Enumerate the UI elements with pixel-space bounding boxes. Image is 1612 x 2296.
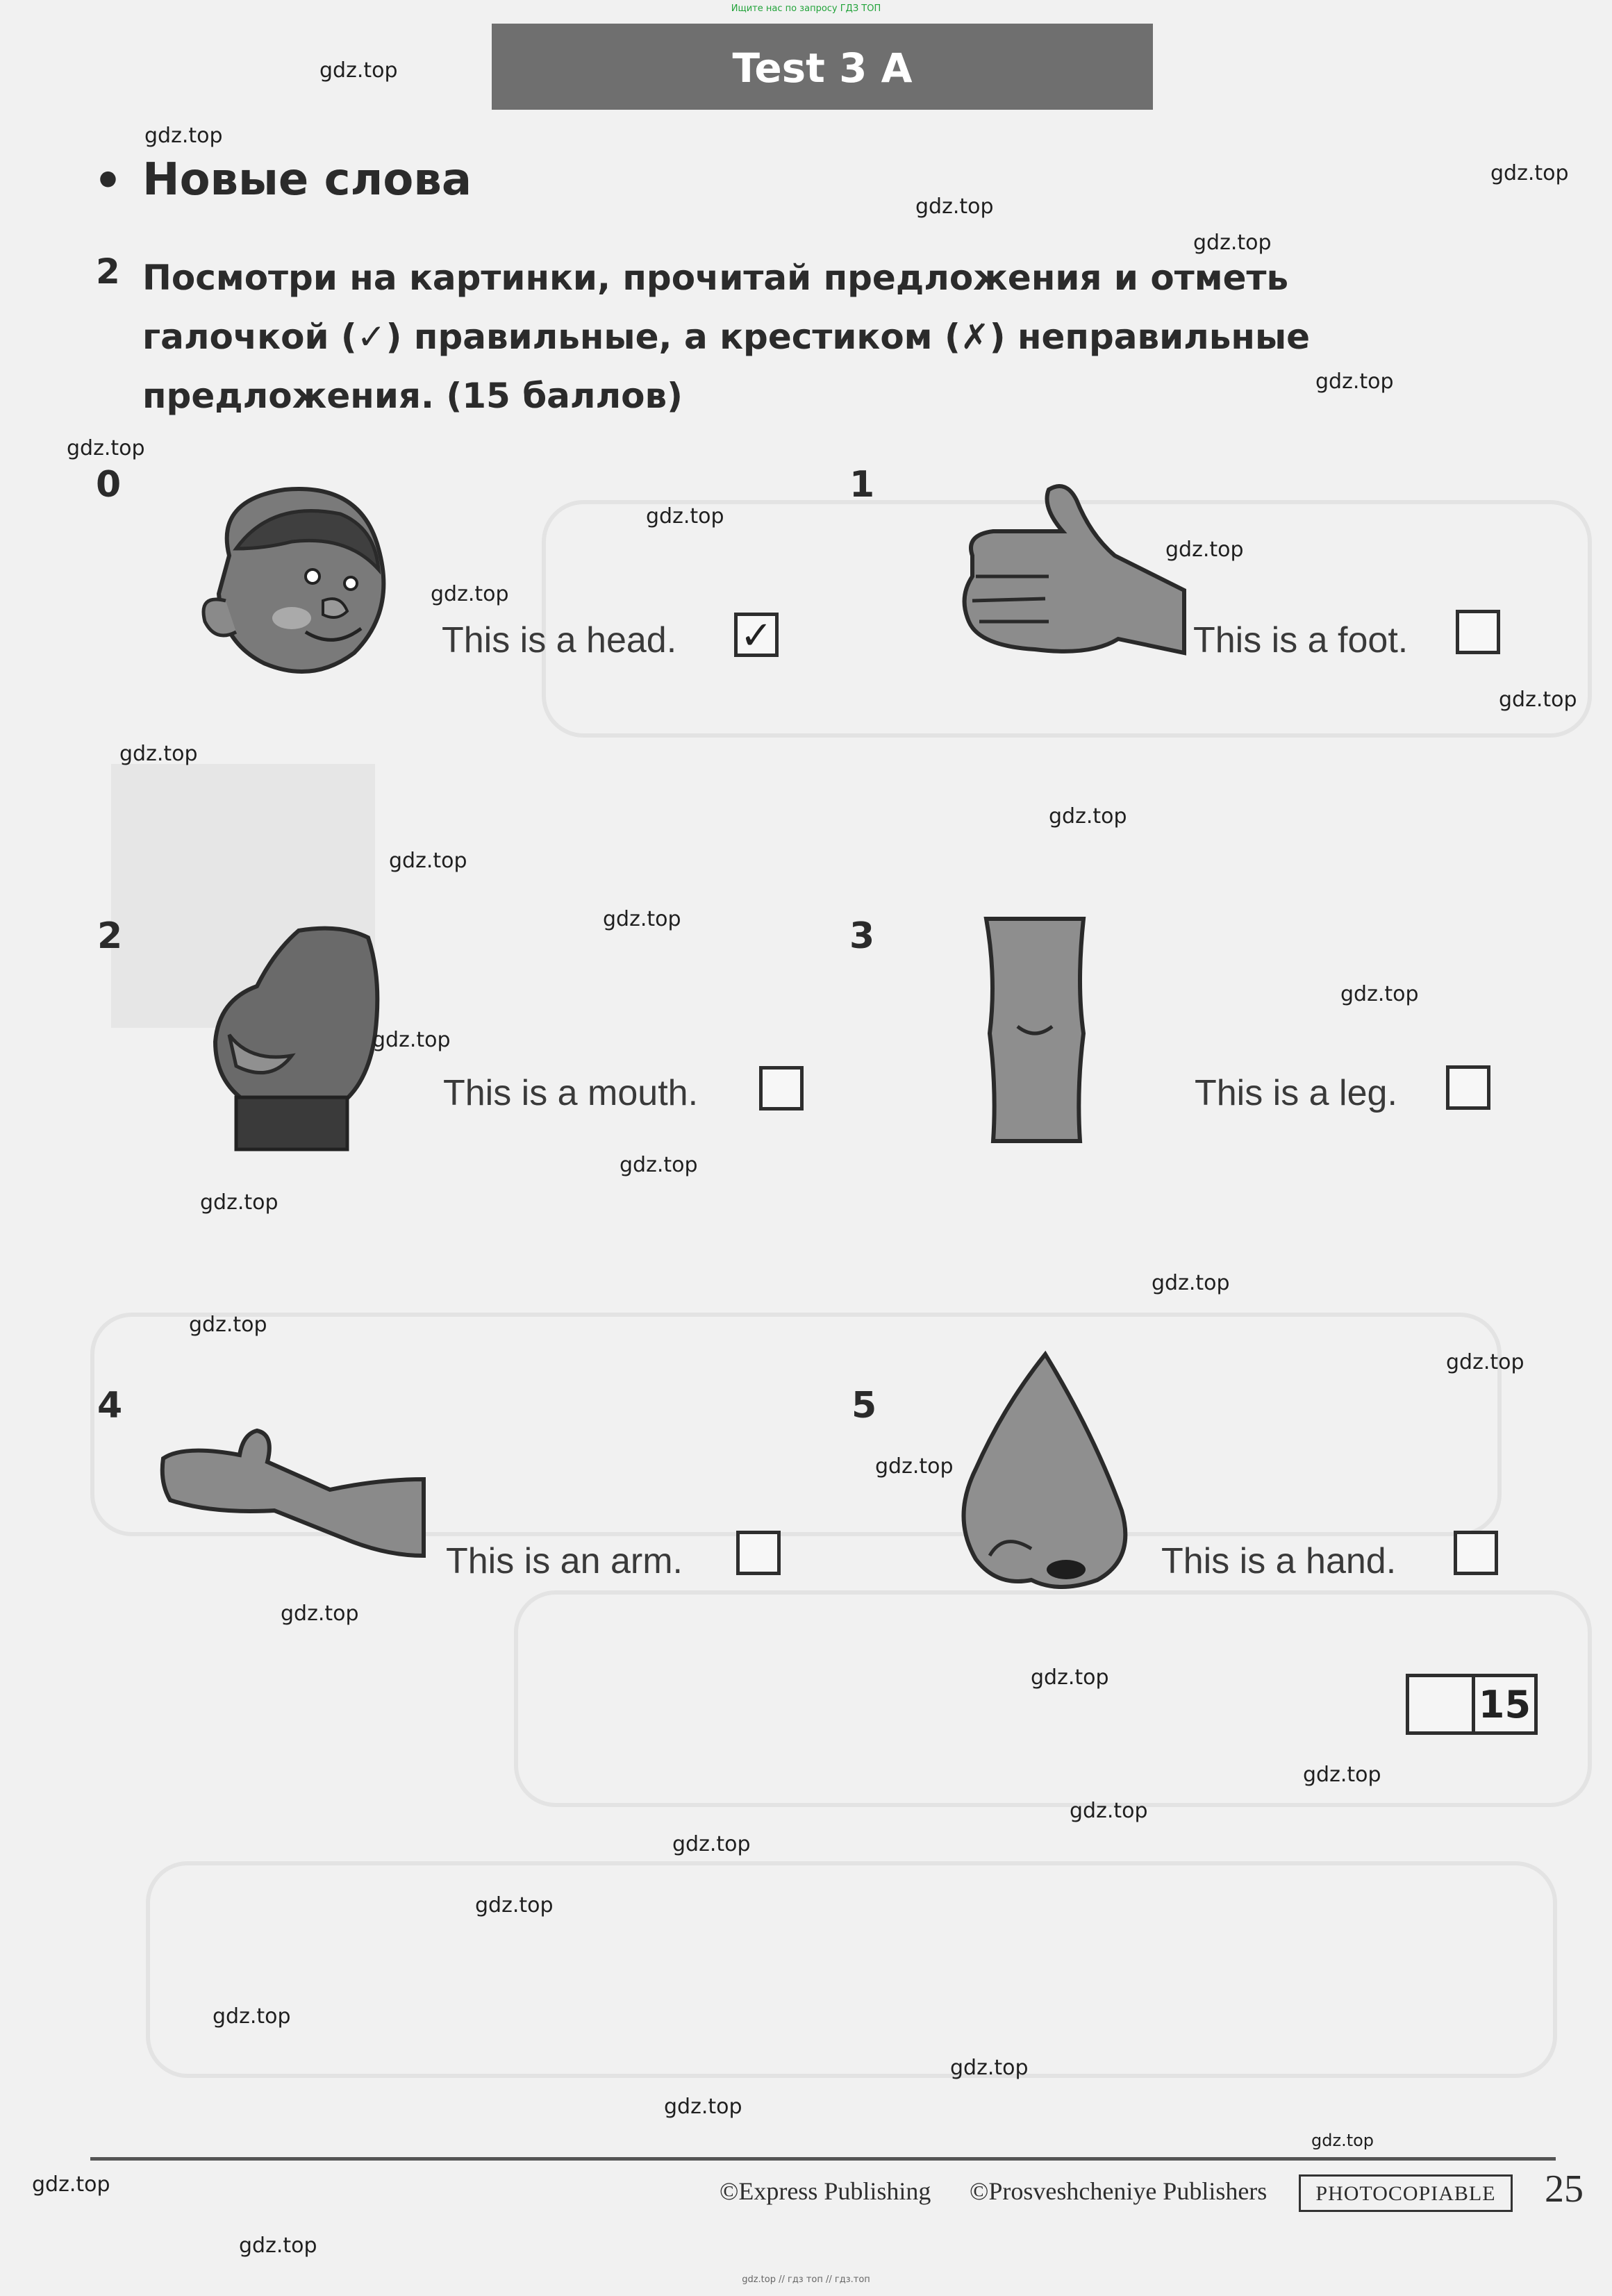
leg-picture: [979, 915, 1090, 1145]
watermark: gdz.top: [213, 2004, 291, 2029]
watermark: gdz.top: [119, 742, 198, 766]
answer-checkbox[interactable]: [736, 1531, 781, 1575]
watermark: gdz.top: [646, 504, 724, 529]
watermark: gdz.top: [372, 1028, 451, 1052]
hand-picture: [952, 479, 1184, 667]
ghost-bubble: [146, 1861, 1557, 2078]
photocopiable-label: PHOTOCOPIABLE: [1299, 2174, 1513, 2212]
watermark: gdz.top: [603, 907, 681, 931]
item-number: 4: [97, 1385, 123, 1426]
footer-divider: [90, 2157, 1556, 2161]
watermark: gdz.top: [189, 1313, 267, 1337]
publisher-prosveshcheniye: ©Prosveshcheniye Publishers: [970, 2177, 1268, 2205]
watermark: gdz.top: [67, 436, 145, 460]
answer-checkbox[interactable]: [1446, 1065, 1490, 1110]
watermark: gdz.top: [1340, 982, 1419, 1006]
item-sentence: This is a mouth.: [443, 1073, 699, 1113]
nose-picture: [948, 1351, 1136, 1622]
item-sentence: This is a foot.: [1193, 620, 1409, 660]
bottom-banner: gdz.top // гдз топ // гдз.топ: [742, 2274, 870, 2285]
watermark: gdz.top: [1446, 1350, 1524, 1374]
item-number: 2: [97, 915, 123, 957]
watermark: gdz.top: [1193, 231, 1272, 255]
task-line: галочкой (✓) правильные, а крестиком (✗) неправильные: [142, 317, 1311, 357]
task-number: 2: [96, 251, 120, 292]
watermark: gdz.top: [32, 2172, 110, 2197]
watermark: gdz.top: [319, 58, 398, 83]
score-box: [1406, 1674, 1538, 1735]
page-number: 25: [1545, 2168, 1584, 2211]
score-max: 15: [1478, 1683, 1531, 1727]
watermark: gdz.top: [1070, 1799, 1148, 1823]
watermark: gdz.top: [950, 2056, 1029, 2080]
score-input[interactable]: [1409, 1677, 1475, 1731]
watermark: gdz.top: [1049, 804, 1127, 829]
answer-checkbox[interactable]: [759, 1066, 804, 1110]
answer-checkbox[interactable]: [1454, 1531, 1498, 1575]
watermark: gdz.top: [1165, 538, 1244, 562]
item-sentence: This is a head.: [442, 620, 677, 660]
watermark: gdz.top: [200, 1190, 279, 1215]
watermark: gdz.top: [281, 1602, 359, 1626]
watermark: gdz.top: [1499, 688, 1577, 712]
watermark: gdz.top: [620, 1153, 698, 1177]
watermark: gdz.top: [1311, 2131, 1374, 2150]
task-line: предложения. (15 баллов): [142, 376, 683, 416]
watermark: gdz.top: [1490, 161, 1569, 185]
task-line: Посмотри на картинки, прочитай предложения и отметь: [142, 258, 1289, 298]
task-instruction: [142, 249, 1323, 426]
tummy-picture: [208, 924, 382, 1153]
watermark: gdz.top: [475, 1893, 554, 1918]
watermark: gdz.top: [1303, 1763, 1381, 1787]
test-title: Test 3 A: [492, 24, 1153, 110]
publisher-express: ©Express Publishing: [720, 2177, 931, 2205]
watermark: gdz.top: [1031, 1665, 1109, 1690]
item-sentence: This is a hand.: [1161, 1541, 1397, 1581]
watermark: gdz.top: [144, 124, 223, 148]
top-banner: Ищите нас по запросу ГДЗ ТОП: [731, 3, 881, 14]
answer-checkbox[interactable]: ✓: [734, 613, 779, 657]
watermark: gdz.top: [1152, 1271, 1230, 1295]
watermark: gdz.top: [915, 194, 994, 219]
watermark: gdz.top: [664, 2095, 742, 2119]
item-number: 5: [851, 1385, 877, 1426]
watermark: gdz.top: [389, 849, 467, 873]
watermark: gdz.top: [431, 582, 509, 606]
item-number: 3: [849, 915, 875, 957]
watermark: gdz.top: [239, 2233, 317, 2258]
answer-checkbox[interactable]: [1456, 610, 1500, 654]
item-number: 1: [849, 464, 875, 506]
item-sentence: This is an arm.: [446, 1541, 683, 1581]
arm-picture: [156, 1424, 427, 1563]
item-sentence: This is a leg.: [1195, 1073, 1397, 1113]
watermark: gdz.top: [1315, 369, 1394, 394]
watermark: gdz.top: [875, 1454, 954, 1479]
item-number: 0: [96, 464, 122, 506]
section-heading: Новые слова: [142, 154, 472, 206]
head-picture: [188, 472, 396, 688]
watermark: gdz.top: [672, 1832, 751, 1856]
section-bullet: •: [94, 156, 122, 207]
